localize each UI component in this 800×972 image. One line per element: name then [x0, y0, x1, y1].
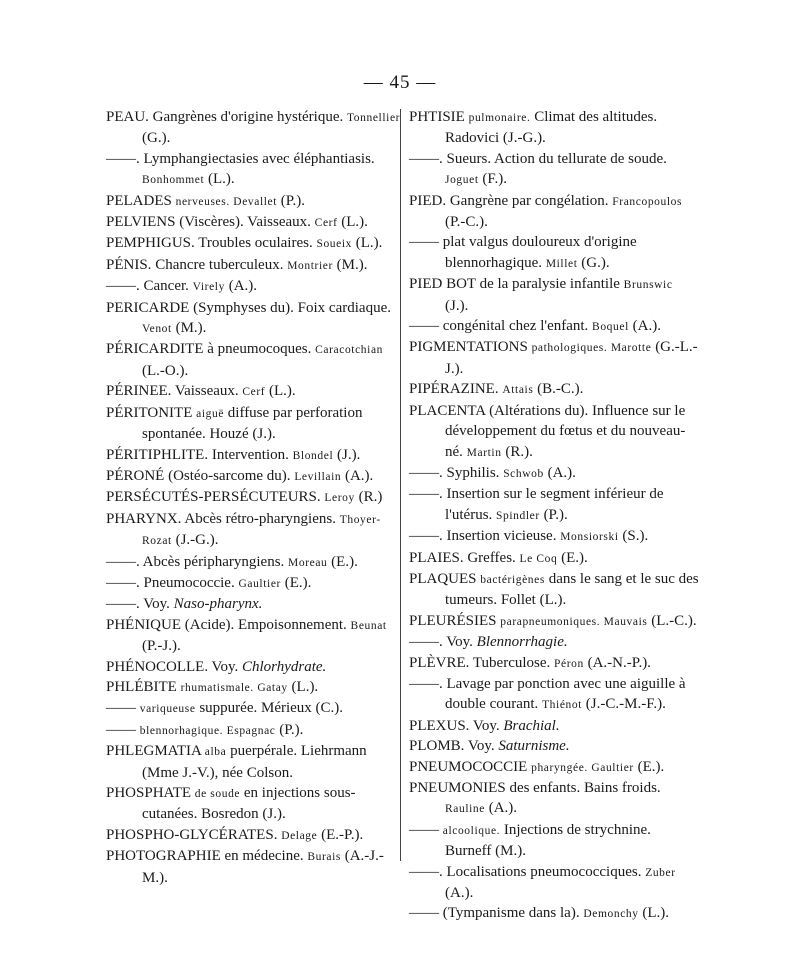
index-entry [106, 212, 402, 233]
entry-heading: PÉRONÉ [106, 467, 165, 484]
entry-text: Insertion sur le segment inférieur de l'utérus. [442, 486, 664, 523]
index-entry [106, 191, 402, 212]
entry-tail: (J.). [445, 297, 469, 314]
entry-text: Intervention. [208, 446, 293, 463]
entry-heading: PEMPHIGUS. [106, 235, 195, 252]
entry-tail: (L.). [337, 214, 368, 231]
entry-tail: Climat des altitudes. Radovici (J.-G.). [445, 109, 658, 147]
index-entry [106, 846, 402, 888]
entry-heading: —— [106, 721, 136, 738]
entry-tail: en injections sous-cutanées. Bosredon (J.). [142, 785, 356, 823]
entry-heading: ——. [409, 464, 443, 481]
index-entry [409, 274, 699, 316]
entry-text: Greffes. [463, 549, 520, 566]
entry-tail: (E.). [557, 549, 588, 566]
index-entry [106, 445, 402, 466]
entry-author: Caracotchian [315, 344, 384, 357]
entry-author: Le Coq [519, 552, 558, 565]
entry-text: (Viscères). Vaisseaux. [175, 214, 315, 231]
index-entry [106, 698, 402, 719]
entry-text: (Ostéo-sarcome du). [164, 467, 295, 484]
index-entry [409, 107, 699, 149]
entry-tail: (R.) [354, 489, 383, 506]
entry-tail: (P.). [275, 721, 304, 738]
entry-tail: (M.). [332, 256, 368, 273]
entry-tail: (L.). [265, 383, 296, 400]
entry-heading: PLEURÉSIES [409, 612, 497, 629]
entry-tail: suppurée. Mérieux (C.). [195, 700, 344, 717]
entry-text: plat valgus douloureux d'origine blennorhagique. [439, 234, 637, 271]
entry-heading: PLÈVRE. [409, 654, 470, 671]
index-entry [106, 403, 402, 445]
entry-heading: PIED BOT [409, 276, 476, 293]
entry-heading: PLOMB. [409, 738, 465, 755]
entry-tail: diffuse par perforation spontanée. Houzé (J.). [142, 404, 363, 443]
entry-heading: ——. [409, 863, 443, 880]
entry-tail: (L.). [638, 905, 670, 922]
index-entry [106, 298, 402, 340]
entry-author: aiguë [196, 407, 225, 420]
entry-heading: PELADES [106, 192, 172, 209]
entry-author: Martin [466, 446, 502, 459]
entry-author: Tonnellier [346, 112, 401, 124]
entry-reference: Saturnisme. [498, 738, 570, 755]
index-entry [106, 657, 402, 677]
entry-heading: —— [409, 905, 439, 922]
entry-text: de la paralysie infantile [475, 276, 624, 293]
entry-text: (Symphyses du). Foix cardiaque. [189, 299, 391, 316]
entry-heading: PHLEGMATIA [106, 743, 202, 760]
entry-author: Cerf [242, 386, 266, 399]
entry-heading: ——. [106, 150, 140, 167]
entry-heading: PÉRICARDITE [106, 341, 204, 358]
index-entry [409, 191, 699, 233]
entry-heading: PIED. [409, 192, 447, 209]
index-entry [409, 337, 699, 379]
entry-tail: puerpérale. Liehrmann (Mme J.-V.), née Colson. [142, 743, 367, 781]
entry-author: blennorhagique. Espagnac [139, 724, 276, 737]
entry-tail: (E.). [280, 574, 312, 591]
entry-author: Spindler [496, 509, 540, 522]
entry-heading: PLEXUS. [409, 717, 470, 734]
entry-text: Pneumococcie. [139, 574, 239, 591]
index-entry [106, 381, 402, 402]
entry-author: alba [204, 746, 227, 759]
entry-tail: (L.). [204, 171, 235, 188]
entry-text: Insertion vicieuse. [442, 528, 561, 545]
entry-author: Rauline [445, 803, 485, 816]
entry-heading: ——. [409, 150, 443, 167]
entry-tail: (J.-G.). [171, 532, 219, 549]
entry-heading: PIGMENTATIONS [409, 339, 528, 356]
index-entry [409, 149, 699, 191]
entry-heading: PHOSPHATE [106, 785, 192, 801]
entry-author: Venot [142, 323, 172, 336]
entry-author: Péron [554, 657, 584, 670]
entry-text: Abcès péripharyngiens. [139, 553, 289, 570]
entry-author: bactérigènes [480, 573, 545, 586]
entry-author: pulmonaire. [468, 112, 531, 124]
entry-tail: (M.). [171, 320, 207, 337]
index-entry [409, 653, 699, 674]
index-entry [409, 903, 699, 924]
entry-text: Voy. [139, 596, 174, 613]
index-entry [106, 825, 402, 846]
entry-author: Thiénot [542, 699, 583, 712]
index-entry [106, 149, 402, 191]
entry-tail: (R.). [501, 443, 533, 460]
entry-heading: PÉRITIPHLITE. [106, 446, 209, 463]
entry-heading: PLAQUES [409, 570, 477, 587]
entry-text: Vaisseaux. [171, 383, 243, 400]
entry-heading: PHARYNX. [106, 510, 182, 527]
entry-heading: PELVIENS [106, 214, 176, 231]
entry-tail: (P.-J.). [142, 638, 181, 655]
entry-author: Gaultier [238, 577, 281, 590]
index-entry [106, 552, 402, 573]
entry-tail: (J.). [333, 446, 361, 463]
entry-heading: PÉRITONITE [106, 404, 193, 421]
entry-tail: (E.-P.). [317, 826, 364, 843]
entry-heading: PHOSPHO-GLYCÉRATES. [106, 826, 278, 843]
index-entry [409, 379, 699, 400]
entry-author: Joguet [445, 174, 479, 187]
entry-author: Blondel [292, 449, 334, 462]
entry-heading: PIPÉRAZINE. [409, 381, 499, 398]
entry-author: Soueix [316, 238, 352, 251]
entry-heading: —— [409, 234, 439, 251]
index-entry [106, 466, 402, 487]
entry-author: Delage [281, 829, 318, 842]
entry-tail: (A.-N.-P.). [583, 654, 651, 671]
entry-tail: (L.). [287, 678, 319, 695]
index-entry [409, 232, 699, 274]
entry-text: à pneumocoques. [203, 341, 316, 358]
entry-text: Chancre tuberculeux. [151, 256, 288, 273]
entry-text: Cancer. [139, 278, 193, 295]
index-entry [409, 757, 699, 778]
entry-heading: —— [106, 700, 136, 717]
entry-heading: PEAU. [106, 109, 149, 125]
entry-author: rhumatismale. Gatay [180, 681, 288, 694]
entry-heading: PLAIES. [409, 549, 464, 566]
entry-author: Boquel [592, 321, 629, 334]
entry-author: Bonhommet [142, 174, 205, 187]
entry-text: Syphilis. [442, 464, 504, 481]
entry-heading: PLACENTA [409, 402, 486, 419]
entry-tail: (E.). [633, 758, 665, 775]
entry-heading: PHÉNOCOLLE. [106, 658, 209, 675]
index-entry [106, 509, 402, 552]
entry-author: Brunswic [623, 279, 673, 292]
index-entry [409, 611, 699, 632]
entry-reference: Blennorrhagie. [476, 634, 568, 651]
entry-text: Voy. [208, 658, 242, 675]
entry-text: Lymphangiectasies avec éléphantiasis. [139, 150, 375, 167]
entry-heading: PÉRINEE. [106, 383, 172, 400]
index-entry [409, 316, 699, 337]
entry-tail: (P.). [539, 506, 568, 523]
entry-author: pathologiques. Marotte [531, 342, 652, 355]
index-entry [409, 778, 699, 820]
entry-text: Lavage par ponction avec une aiguille à double courant. [442, 675, 686, 713]
entry-text: congénital chez l'enfant. [439, 318, 593, 335]
entry-heading: PHOTOGRAPHIE [106, 848, 221, 865]
index-entry [106, 741, 402, 783]
entry-tail: (L.-C.). [647, 612, 697, 629]
entry-heading: PNEUMONIES [409, 780, 506, 796]
entry-text: Abcès rétro-pharyngiens. [181, 510, 340, 527]
entry-tail: (F.). [478, 171, 508, 188]
right-column [409, 107, 699, 925]
index-entry [106, 339, 402, 381]
entry-tail: Injections de strychnine. Burneff (M.). [445, 821, 651, 860]
entry-tail: (A.-J.-M.). [142, 848, 384, 886]
page-number: — 45 — [363, 72, 437, 93]
entry-author: Virely [192, 281, 225, 294]
index-entry [106, 255, 402, 276]
entry-tail: (B.-C.). [533, 381, 584, 398]
entry-tail: (A.). [543, 464, 576, 481]
index-entry [409, 820, 699, 862]
entry-tail: (G.). [142, 130, 171, 147]
entry-tail: (L.). [352, 235, 383, 252]
index-entry [106, 487, 402, 508]
entry-tail: (G.). [577, 254, 610, 271]
entry-text: Localisations pneumococciques. [442, 863, 646, 880]
entry-author: parapneumoniques. Mauvais [500, 615, 648, 628]
entry-heading: PERICARDE [106, 299, 190, 316]
entry-heading: ——. [409, 675, 443, 692]
entry-reference: Brachial. [503, 717, 560, 734]
entry-heading: PNEUMOCOCCIE [409, 758, 528, 775]
index-entry [409, 484, 699, 526]
index-entry [106, 233, 402, 254]
entry-author: Monsiorski [560, 531, 619, 544]
entry-heading: PHÉNIQUE [106, 616, 181, 633]
entry-author: Francopoulos [612, 195, 683, 208]
entry-tail: (G.-L.-J.). [445, 339, 698, 377]
entry-text: Troubles oculaires. [194, 235, 317, 252]
index-entry [409, 401, 699, 463]
entry-tail: (S.). [618, 528, 649, 545]
entry-text: Voy. [442, 634, 477, 651]
index-entry [106, 107, 402, 149]
entry-heading: —— [409, 318, 439, 335]
entry-author: Attais [502, 384, 534, 397]
entry-heading: PERSÉCUTÉS-PERSÉCUTEURS. [106, 489, 321, 506]
entry-reference: Chlorhydrate. [241, 658, 327, 675]
entry-heading: ——. [106, 574, 140, 591]
entry-tail: dans le sang et le suc des tumeurs. Follet (L.). [445, 570, 699, 609]
entry-text: Voy. [469, 717, 504, 734]
entry-author: Zuber [645, 866, 676, 879]
entry-author: Thoyer-Rozat [142, 513, 381, 548]
index-entry [106, 720, 402, 741]
entry-author: Leroy [324, 492, 355, 505]
index-entry [409, 569, 699, 611]
entry-tail: (A.). [484, 800, 518, 817]
entry-author: pharyngée. Gaultier [531, 761, 634, 774]
entry-text: en médecine. [220, 848, 308, 865]
entry-reference: Naso-pharynx. [173, 596, 263, 613]
entry-tail: (E.). [327, 553, 358, 570]
index-entry [106, 573, 402, 594]
entry-author: alcoolique. [442, 824, 501, 837]
entry-text: Tuberculose. [469, 654, 555, 671]
index-entry [409, 736, 699, 756]
entry-text: (Acide). Empoisonnement. [181, 616, 351, 633]
index-entry [106, 783, 402, 825]
entry-heading: ——. [409, 486, 443, 503]
entry-tail: (A.). [341, 467, 374, 484]
entry-tail: (L.-O.). [142, 362, 189, 379]
index-entry [106, 594, 402, 614]
entry-tail: (A.). [628, 318, 661, 335]
index-entry [409, 526, 699, 547]
entry-text: (Altérations du). Influence sur le développement du fœtus et du nouveau-né. [445, 402, 686, 460]
index-entry [106, 615, 402, 657]
entry-author: Montrier [287, 259, 333, 272]
index-entry [409, 463, 699, 484]
entry-heading: ——. [106, 553, 140, 570]
entry-author: Levillain [294, 470, 342, 483]
entry-author: Demonchy [583, 908, 639, 921]
entry-text: des enfants. Bains froids. [505, 780, 661, 796]
entry-tail: (P.). [277, 192, 305, 209]
entry-text: Voy. [464, 738, 499, 755]
index-entry [106, 677, 402, 698]
entry-heading: ——. [409, 528, 443, 545]
entry-heading: ——. [106, 278, 140, 295]
entry-text: (Tympanisme dans la). [439, 905, 584, 922]
entry-tail: (P.-C.). [445, 214, 488, 231]
entry-author: variqueuse [139, 703, 196, 716]
entry-author: Millet [545, 257, 578, 270]
index-entry [409, 716, 699, 736]
entry-tail: (A.). [445, 885, 474, 902]
index-entry [409, 548, 699, 569]
entry-tail: (J.-C.-M.-F.). [582, 696, 666, 713]
entry-author: Schwob [503, 467, 544, 480]
left-column [106, 107, 402, 888]
index-entry [106, 276, 402, 297]
entry-author: Cerf [314, 217, 338, 230]
entry-text: Gangrènes d'origine hystérique. [148, 109, 347, 125]
entry-author: de soude [194, 788, 241, 800]
entry-author: nerveuses. Devallet [175, 195, 278, 208]
index-entry [409, 862, 699, 904]
entry-heading: PHTISIE [409, 109, 465, 125]
entry-heading: PHLÉBITE [106, 678, 177, 695]
entry-heading: PÉNIS. [106, 256, 152, 273]
entry-tail: (A.). [224, 278, 258, 295]
entry-author: Beunat [350, 619, 387, 632]
entry-text: Gangrène par congélation. [446, 192, 613, 209]
index-entry [409, 632, 699, 652]
entry-author: Moreau [288, 556, 328, 569]
index-entry [409, 674, 699, 716]
entry-heading: ——. [409, 634, 443, 651]
entry-text: Sueurs. Action du tellurate de soude. [442, 150, 667, 167]
column-divider [400, 109, 401, 861]
entry-heading: —— [409, 821, 439, 838]
entry-heading: ——. [106, 596, 140, 613]
entry-author: Burais [307, 851, 341, 864]
